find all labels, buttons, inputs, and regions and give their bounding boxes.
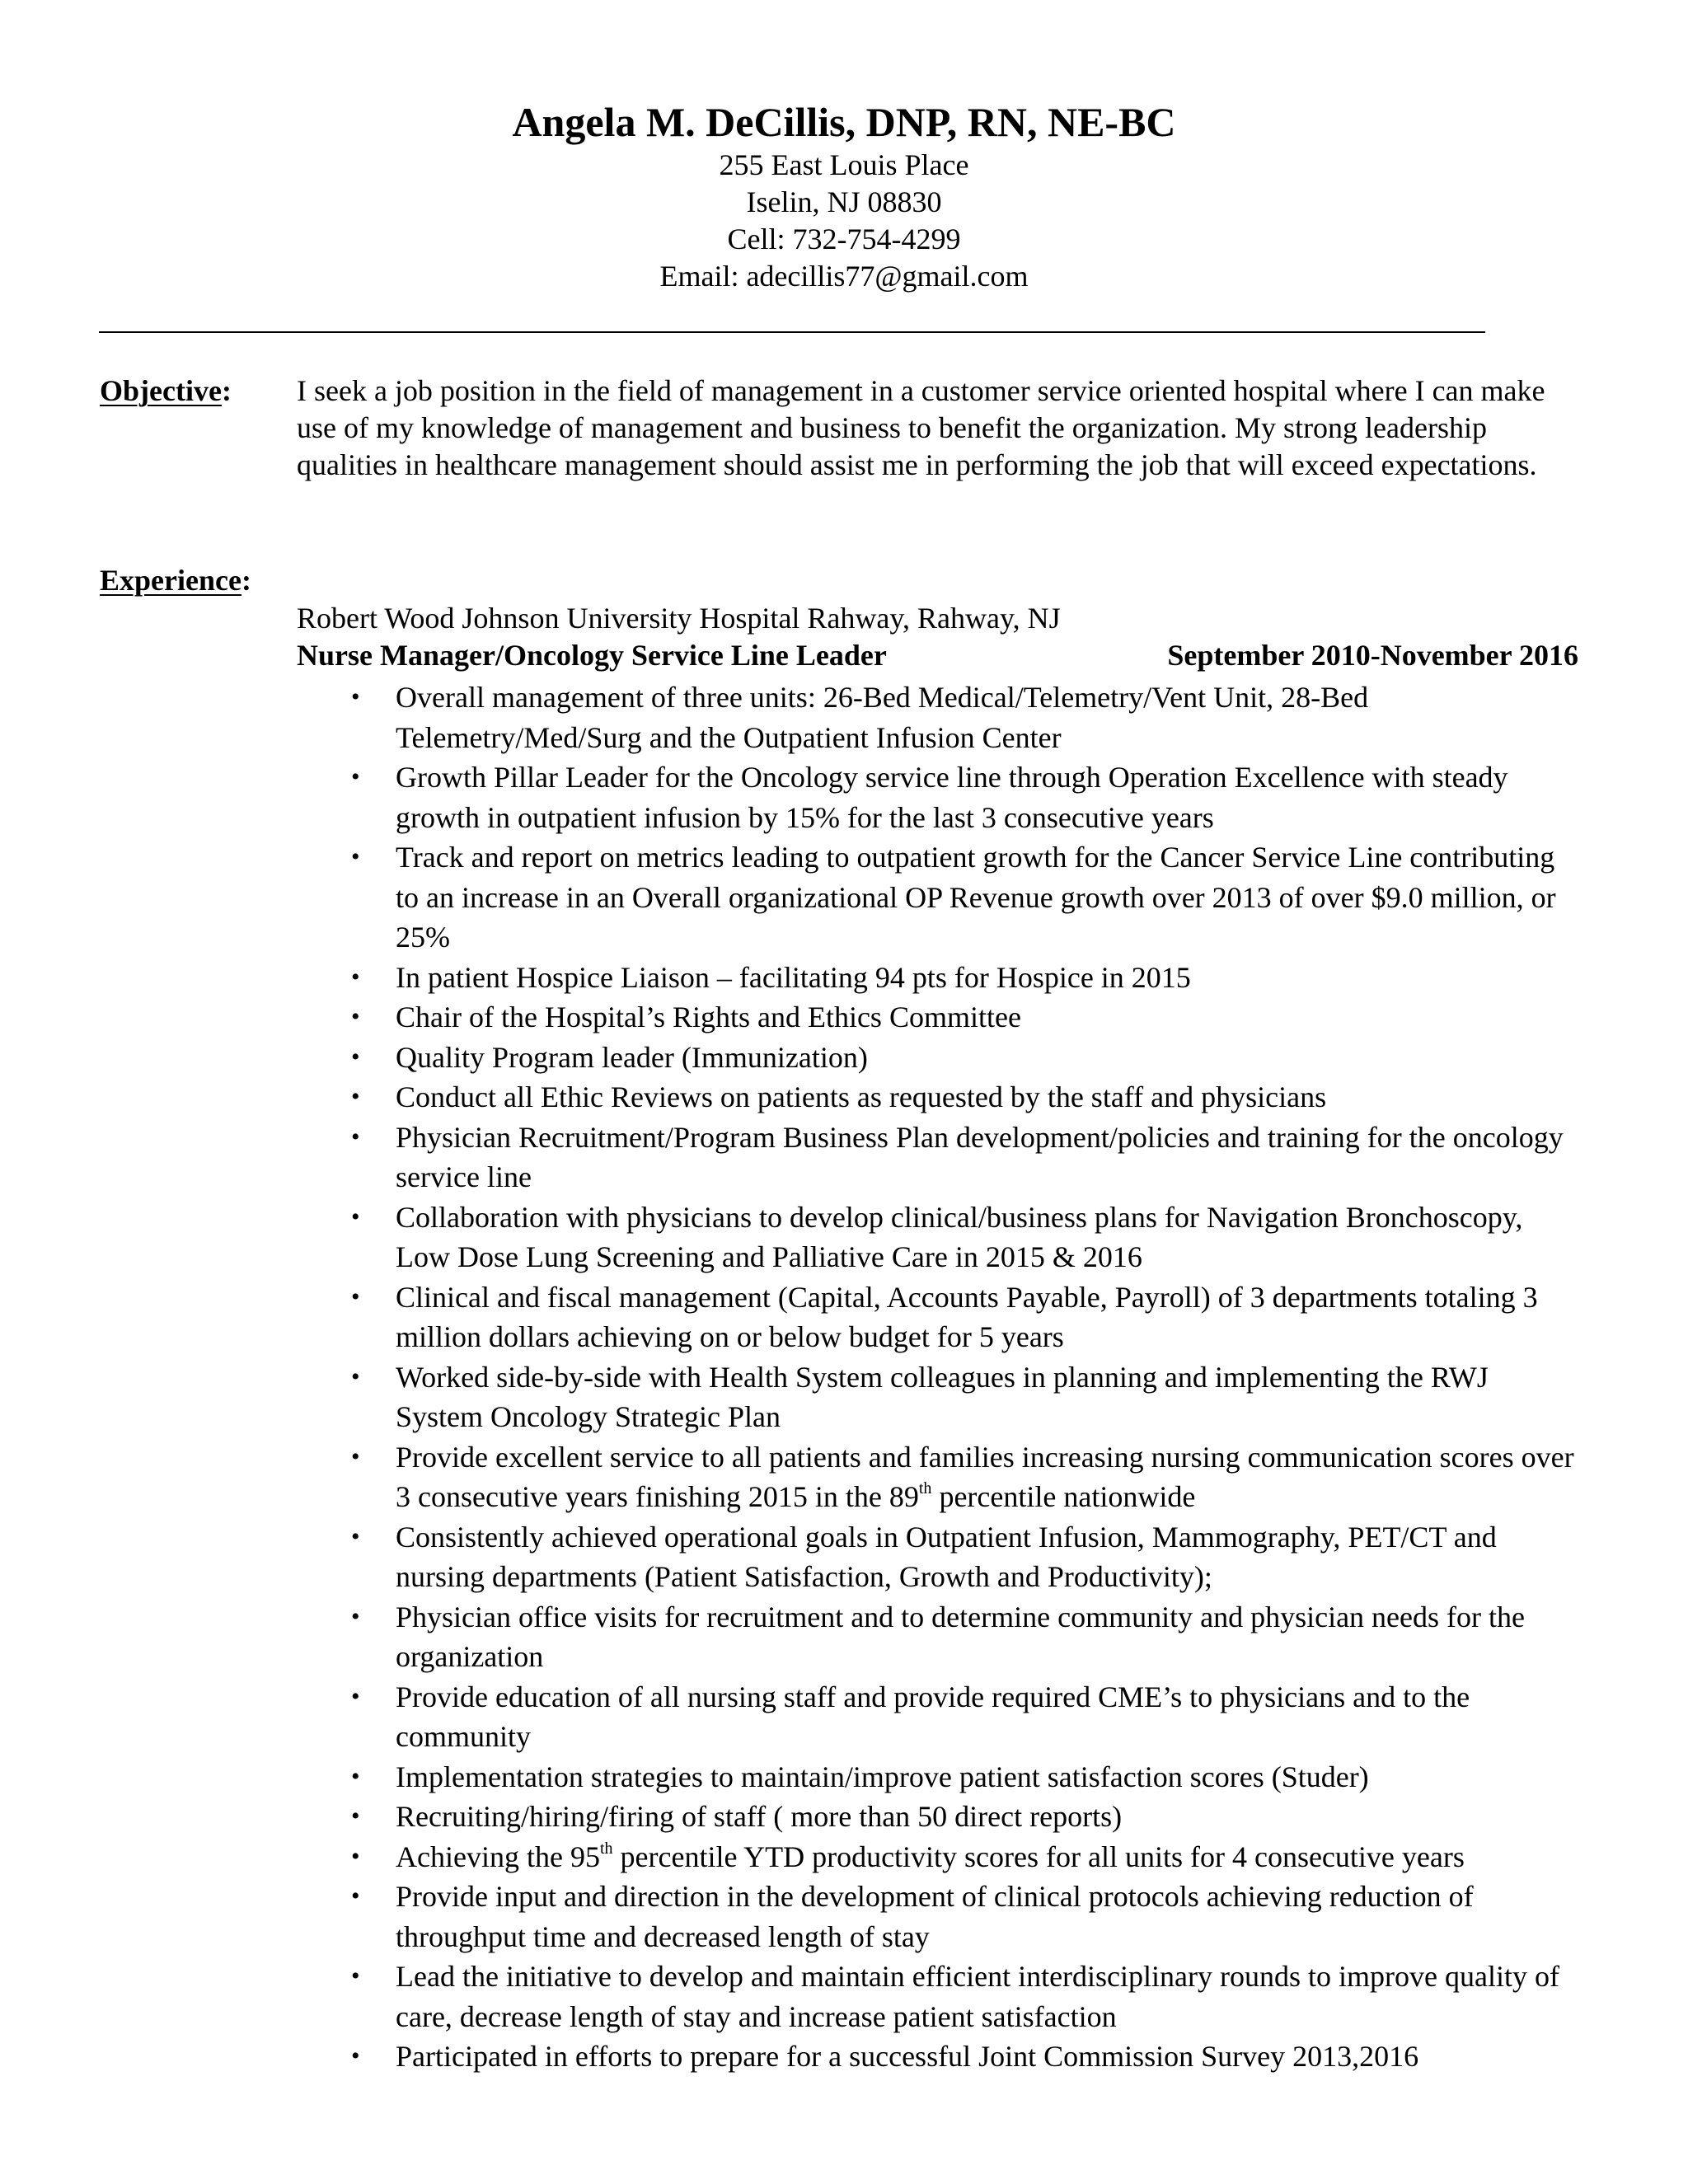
header-divider xyxy=(99,331,1485,333)
bullet-dot-icon: • xyxy=(351,1282,360,1310)
address-line-1: 255 East Louis Place xyxy=(719,148,969,181)
bullet-dot-icon: • xyxy=(351,1882,360,1910)
objective-colon: : xyxy=(221,374,232,407)
bullet-dot-icon: • xyxy=(351,683,360,710)
bullet-dot-icon: • xyxy=(351,1122,360,1151)
bullet-text: Clinical and fiscal management (Capital, Accounts Payable, Payroll) of 3 departments totaling 3 million dollars achieving on or below budget for 5 years xyxy=(396,1280,1538,1353)
bullet-text: Collaboration with physicians to develop clinical/business plans for Navigation Bronchoscopy, Low Dose Lung Screening and Palliative Care in 2015 & 2016 xyxy=(396,1200,1523,1273)
bullet-text: Growth Pillar Leader for the Oncology service line through Operation Excellence with steady growth in outpatient infusion by 15% for the last 3 consecutive years xyxy=(396,761,1508,834)
experience-bullet-item xyxy=(297,1757,1582,1797)
email-address: Email: adecillis77@gmail.com xyxy=(659,260,1029,293)
bullet-dot-icon: • xyxy=(351,1522,360,1550)
experience-bullet-item xyxy=(297,1197,1582,1277)
experience-bullet-item xyxy=(297,1957,1582,2036)
experience-bullet-item xyxy=(297,1837,1582,1877)
experience-bullet-item xyxy=(297,1357,1582,1437)
experience-bullet-list xyxy=(297,677,1582,2077)
bullet-dot-icon: • xyxy=(351,843,360,870)
bullet-text: Consistently achieved operational goals in Outpatient Infusion, Mammography, PET/CT and nursing departments (Patient Satisfaction, Growth and Productivity); xyxy=(396,1520,1497,1593)
experience-bullet-item xyxy=(297,1877,1582,1957)
bullet-text: Conduct all Ethic Reviews on patients as requested by the staff and physicians xyxy=(396,1080,1327,1113)
objective-heading xyxy=(100,373,232,410)
bullet-dot-icon: • xyxy=(351,963,360,991)
job-dates: September 2010-November 2016 xyxy=(1167,639,1578,672)
bullet-dot-icon: • xyxy=(351,2042,360,2069)
experience-bullet-item xyxy=(297,2036,1582,2077)
bullet-text: In patient Hospice Liaison – facilitating 94 pts for Hospice in 2015 xyxy=(396,960,1191,994)
bullet-dot-icon: • xyxy=(351,1962,360,1990)
address-line-2: Iselin, NJ 08830 xyxy=(746,185,942,218)
bullet-dot-icon: • xyxy=(351,1842,360,1870)
bullet-text: Implementation strategies to maintain/improve patient satisfaction scores (Studer) xyxy=(396,1760,1369,1793)
bullet-text: Provide input and direction in the development of clinical protocols achieving reduction of throughput time and decreased length of stay xyxy=(396,1880,1474,1953)
experience-bullet-item xyxy=(297,1517,1582,1597)
bullet-dot-icon: • xyxy=(351,1682,360,1710)
job-title: Nurse Manager/Oncology Service Line Leader xyxy=(297,639,887,672)
bullet-dot-icon: • xyxy=(351,1083,360,1110)
experience-bullet-item xyxy=(297,757,1582,837)
bullet-text: Participated in efforts to prepare for a successful Joint Commission Survey 2013,2016 xyxy=(396,2040,1419,2073)
experience-bullet-item xyxy=(297,1077,1582,1118)
bullet-dot-icon: • xyxy=(351,1202,360,1230)
experience-bullet-item xyxy=(297,677,1582,757)
candidate-name: Angela M. DeCillis, DNP, RN, NE-BC xyxy=(512,99,1176,145)
bullet-text: Overall management of three units: 26-Bed Medical/Telemetry/Vent Unit, 28-Bed Telemetry/Med/Surg and the Outpatient Infusion Center xyxy=(396,681,1369,754)
bullet-text: Physician office visits for recruitment and to determine community and physician needs for the organization xyxy=(396,1600,1525,1673)
bullet-dot-icon: • xyxy=(351,1602,360,1630)
job-title-line xyxy=(297,637,1578,674)
objective-label: Objective xyxy=(100,374,222,407)
bullet-text: Provide education of all nursing staff and provide required CME’s to physicians and to the community xyxy=(396,1680,1470,1753)
bullet-text: Chair of the Hospital’s Rights and Ethics Committee xyxy=(396,1001,1021,1033)
ordinal-superscript: th xyxy=(918,1479,932,1497)
experience-bullet-item xyxy=(297,1118,1582,1197)
bullet-dot-icon: • xyxy=(351,1362,360,1390)
bullet-text: Physician Recruitment/Program Business Plan development/policies and training for the oncology service line xyxy=(396,1120,1564,1193)
experience-bullet-item xyxy=(297,1437,1582,1517)
bullet-text: Recruiting/hiring/firing of staff ( more than 50 direct reports) xyxy=(396,1800,1123,1833)
bullet-text: Achieving the 95 xyxy=(396,1840,600,1873)
experience-bullet-item xyxy=(297,1597,1582,1677)
experience-bullet-item xyxy=(297,1277,1582,1357)
bullet-dot-icon: • xyxy=(351,1043,360,1071)
experience-bullet-item xyxy=(297,1677,1582,1757)
bullet-text: Lead the initiative to develop and maintain efficient interdisciplinary rounds to improve quality of care, decrease length of stay and increase patient satisfaction xyxy=(396,1960,1559,2033)
bullet-dot-icon: • xyxy=(351,1802,360,1830)
bullet-text-continued: percentile nationwide xyxy=(931,1480,1196,1513)
resume-header xyxy=(0,97,1688,295)
bullet-dot-icon: • xyxy=(351,1762,360,1790)
ordinal-superscript: th xyxy=(599,1839,613,1858)
bullet-dot-icon: • xyxy=(351,1003,360,1030)
phone-number: Cell: 732-754-4299 xyxy=(727,223,961,255)
experience-bullet-item xyxy=(297,997,1582,1038)
bullet-text: Quality Program leader (Immunization) xyxy=(396,1040,868,1074)
objective-text: I seek a job position in the field of management in a customer service oriented hospital where I can make use of my knowledge of management and business to benefit the organization. My strong leadership qualities in healthcare management should assist me in performing the job that will exceed expectations. xyxy=(297,374,1545,481)
bullet-dot-icon: • xyxy=(351,763,360,790)
employer-name: Robert Wood Johnson University Hospital Rahway, Rahway, NJ xyxy=(297,602,1061,635)
bullet-text-continued: percentile YTD productivity scores for all units for 4 consecutive years xyxy=(612,1840,1465,1873)
bullet-dot-icon: • xyxy=(351,1442,360,1470)
experience-bullet-item xyxy=(297,1038,1582,1078)
bullet-text: Provide excellent service to all patients and families increasing nursing communication scores over 3 consecutive years finishing 2015 in the 89 xyxy=(396,1440,1574,1513)
experience-bullet-item xyxy=(297,958,1582,998)
experience-heading xyxy=(100,562,251,599)
experience-colon: : xyxy=(241,564,251,597)
experience-bullet-item xyxy=(297,1797,1582,1837)
experience-bullet-item xyxy=(297,837,1582,958)
bullet-text: Track and report on metrics leading to outpatient growth for the Cancer Service Line contributing to an increase in an Overall organizational OP Revenue growth over 2013 of over $9.0 million, or 25% xyxy=(396,841,1556,954)
bullet-text: Worked side-by-side with Health System colleagues in planning and implementing the RWJ System Oncology Strategic Plan xyxy=(396,1360,1489,1433)
experience-label: Experience xyxy=(100,564,241,597)
